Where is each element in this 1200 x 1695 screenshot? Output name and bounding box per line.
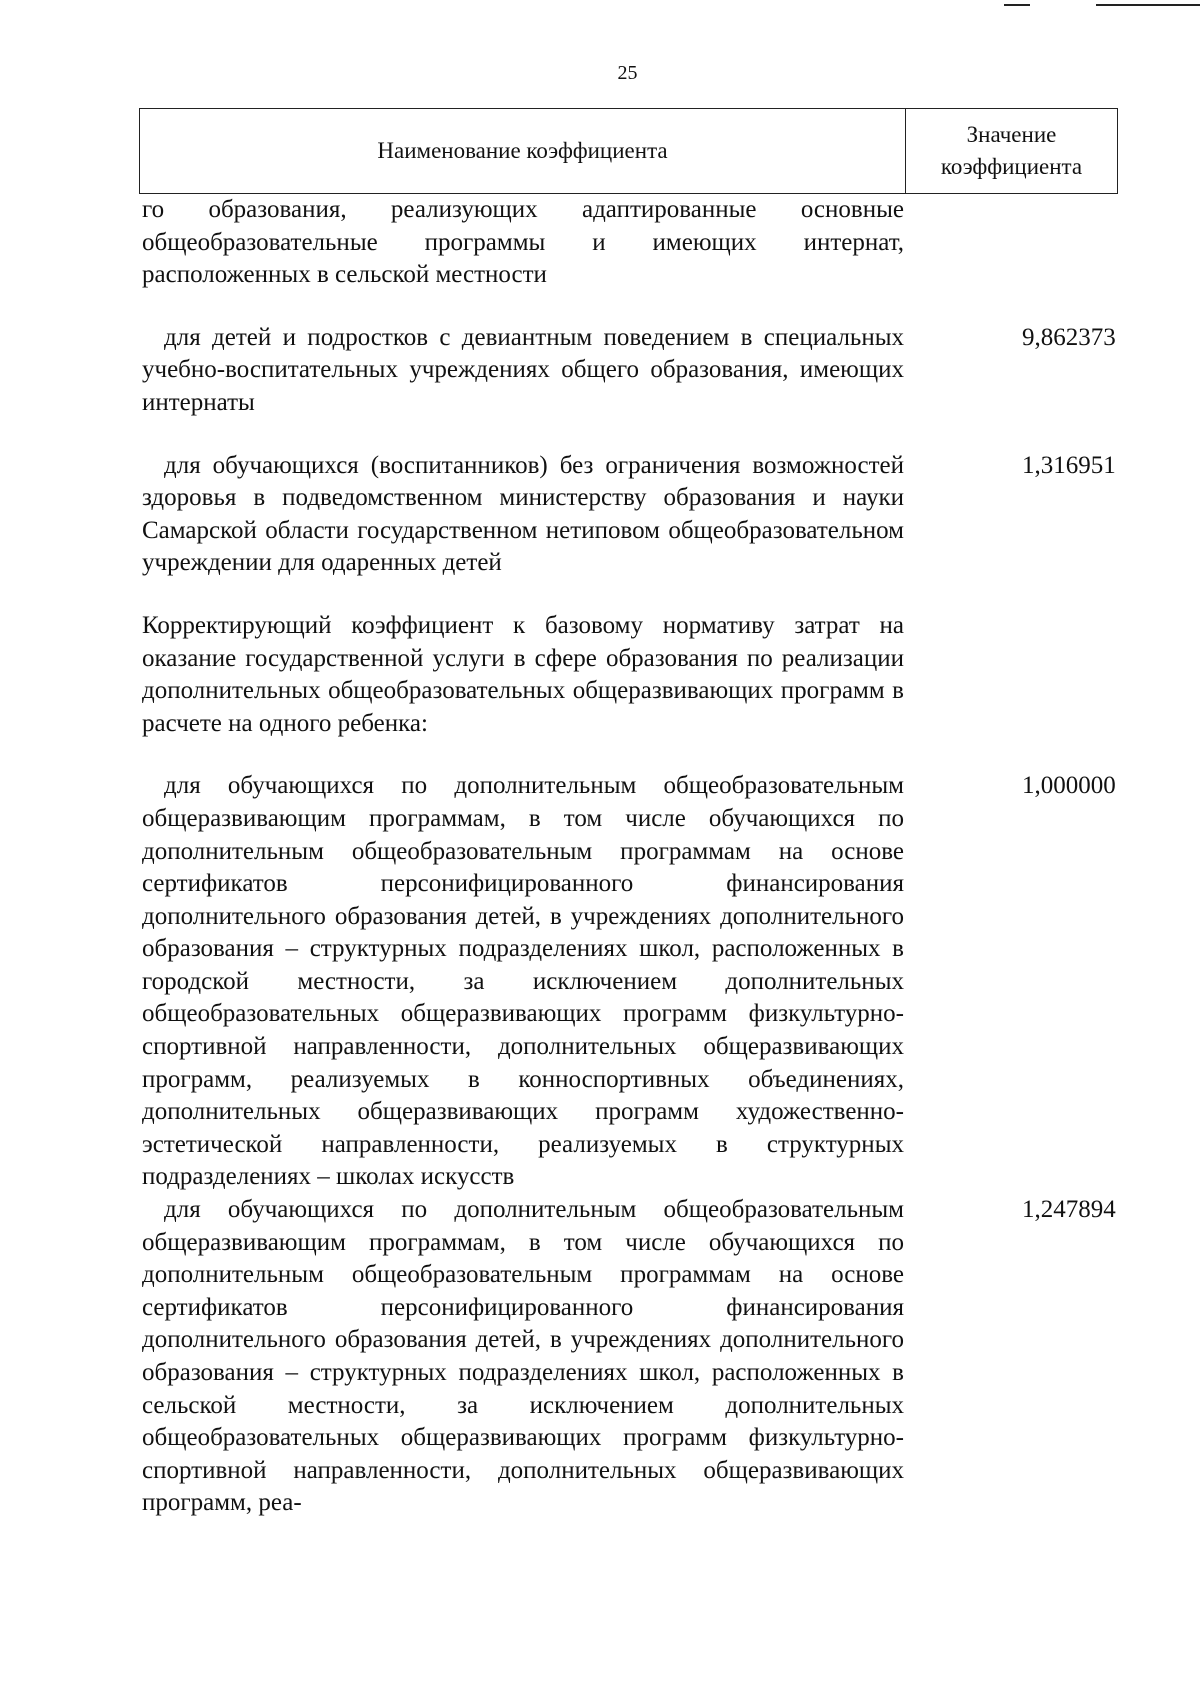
coefficient-value [904,194,1192,292]
table-header [139,108,1118,194]
column-header-value-line2: коэффициента [940,154,1083,179]
table-row [142,770,1192,1194]
column-header-value-line1: Значение [966,122,1057,147]
coefficient-name: го образования, реализующих адаптированные основные общеобразовательные программы и имеющих интернат, расположенных в сельской местности [142,196,904,289]
coefficient-name: для обучающихся (воспитанников) без ограничения возможностей здоровья в подведомственном министерству образования и науки Самарской области государственном нетиповом общеобразовательном учреждении для одаренных детей [142,451,904,577]
table-row [142,322,1192,420]
column-header-value [906,109,1117,193]
coefficient-value: 1,247894 [1022,1196,1116,1224]
coefficient-value: 9,862373 [1022,323,1116,351]
coefficient-value: 1,316951 [1022,451,1116,479]
coefficient-name: для обучающихся по дополнительным общеобразовательным общеразвивающим программам, в том числе обучающихся по дополнительным общеобразовательным программам на основе сертификатов персонифицированного финансирования дополнительного образования детей, в учреждениях дополнительного образования – структурных подразделениях школ, расположенных в городской местности, за исключением дополнительных общеобразовательных общеразвивающих программ физкультурно-спортивной направленности, дополнительных общеразвивающих программ, реализуемых в конноспортивных объединениях, дополнительных общеразвивающих программ художественно-эстетической направленности, реализуемых в структурных подразделениях – школах искусств [142,772,904,1191]
table-row [142,194,1192,292]
scan-mark [1096,4,1200,6]
coefficient-name: для обучающихся по дополнительным общеобразовательным общеразвивающим программам, в том числе обучающихся по дополнительным общеобразовательным программам на основе сертификатов персонифицированного финансирования дополнительного образования детей, в учреждениях дополнительного образования – структурных подразделениях школ, расположенных в сельской местности, за исключением дополнительных общеобразовательных общеразвивающих программ физкультурно-спортивной направленности, дополнительных общеразвивающих программ, реа- [142,1196,904,1517]
column-header-name: Наименование коэффициента [140,109,906,193]
table-row [142,1194,1192,1520]
table-body [142,194,1192,1520]
table-row [142,610,1192,740]
page-number: 25 [617,62,638,84]
coefficient-section-heading: Корректирующий коэффициент к базовому нормативу затрат на оказание государственной услуги в сфере образования по реализации дополнительных общеобразовательных общеразвивающих программ в расчете на одного ребенка: [142,611,904,737]
coefficient-name: для детей и подростков с девиантным поведением в специальных учебно-воспитательных учреждениях общего образования, имеющих интернаты [142,323,904,416]
coefficient-value [904,610,1192,740]
scan-mark [1004,4,1030,6]
table-row [142,450,1192,580]
coefficient-value: 1,000000 [1022,772,1116,800]
